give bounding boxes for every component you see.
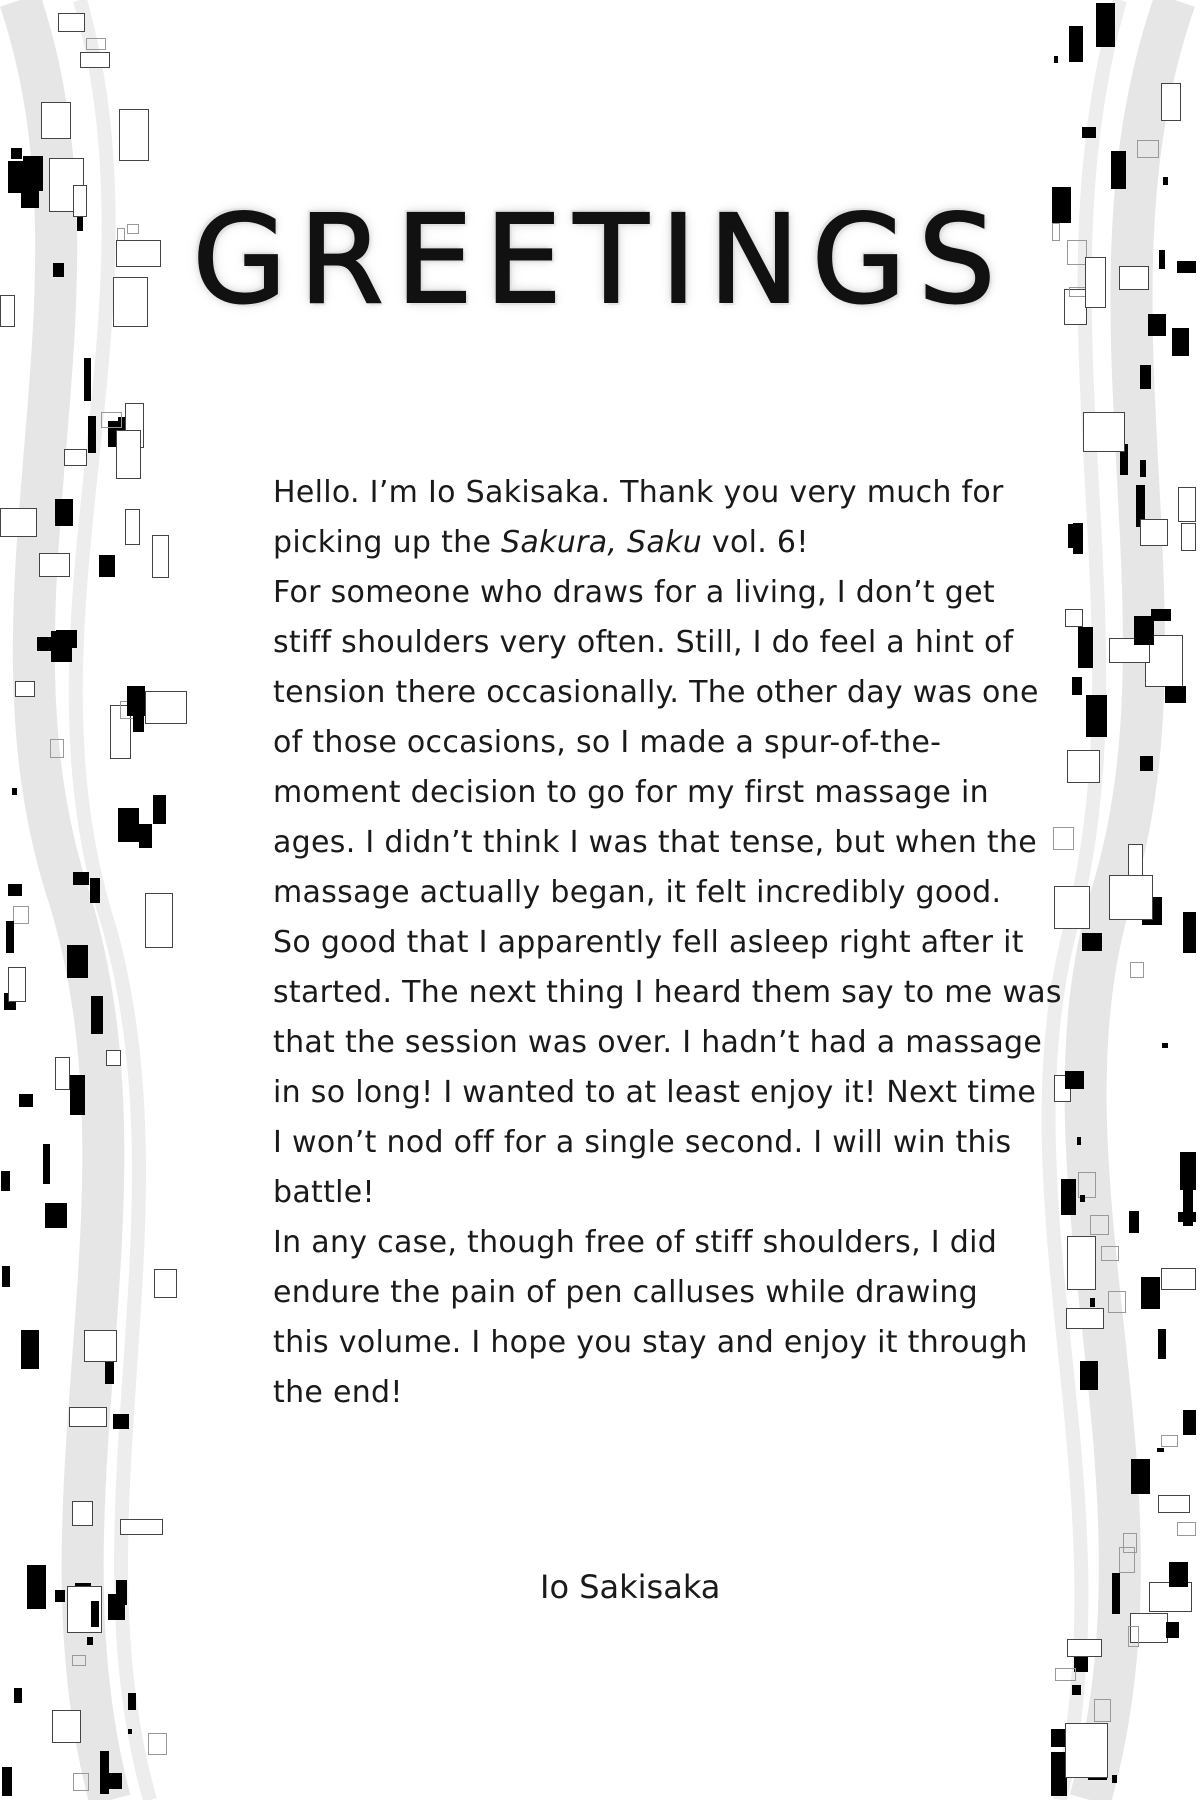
- decorative-square: [1112, 1573, 1120, 1614]
- decorative-square: [73, 1773, 89, 1791]
- decorative-square: [1052, 187, 1070, 223]
- letter-line: [273, 868, 1003, 918]
- decorative-square: [1072, 677, 1082, 695]
- book-title: Sakura, Saku: [501, 525, 703, 560]
- decorative-square: [91, 1601, 100, 1628]
- letter-text: that the session was over. I hadn’t had a massage: [273, 1025, 1043, 1060]
- decorative-square: [1119, 266, 1149, 290]
- decorative-square: [1082, 933, 1102, 951]
- decorative-square: [8, 967, 25, 1002]
- decorative-square: [116, 240, 161, 267]
- letter-text: picking up the: [273, 525, 502, 560]
- decorative-square: [1065, 609, 1083, 628]
- decorative-square: [1096, 3, 1115, 47]
- decorative-square: [2, 1266, 10, 1287]
- decorative-square: [1053, 827, 1074, 851]
- decorative-square: [1067, 240, 1086, 264]
- decorative-square: [1112, 1775, 1117, 1783]
- letter-text: this volume. I hope you stay and enjoy it through: [273, 1325, 1028, 1360]
- decorative-square: [153, 795, 166, 824]
- decorative-square: [90, 878, 100, 903]
- letter-text: ages. I didn’t think I was that tense, but when the: [273, 825, 1038, 860]
- decorative-square: [145, 691, 187, 724]
- letter-text: started. The next thing I heard them say to me was: [273, 975, 1062, 1010]
- decorative-square: [120, 1519, 163, 1536]
- decorative-square: [21, 1330, 39, 1369]
- decorative-square: [106, 1050, 121, 1066]
- decorative-square: [1178, 487, 1196, 522]
- decorative-square: [73, 872, 89, 885]
- decorative-square: [1161, 1268, 1197, 1289]
- decorative-square: [0, 508, 37, 537]
- decorative-square: [58, 13, 85, 33]
- decorative-square: [15, 681, 35, 697]
- letter-text: of those occasions, so I made a spur-of-the-: [273, 725, 942, 760]
- decorative-square: [1055, 1668, 1077, 1681]
- author-signature: Io Sakisaka: [540, 1568, 721, 1606]
- decorative-square: [1085, 257, 1106, 308]
- letter-line: [273, 918, 1024, 968]
- letter-line: [273, 1018, 1043, 1068]
- letter-text: in so long! I wanted to at least enjoy it! Next time: [273, 1075, 1037, 1110]
- decorative-square: [118, 808, 139, 842]
- decorative-square: [1066, 1308, 1104, 1329]
- decorative-square: [1054, 886, 1090, 930]
- decorative-square: [127, 686, 146, 716]
- decorative-square: [1101, 1246, 1120, 1261]
- decorative-square: [1069, 287, 1086, 297]
- page-title: [160, 175, 1040, 345]
- decorative-square: [1163, 177, 1168, 185]
- decorative-square: [101, 412, 122, 429]
- decorative-square: [1051, 1729, 1066, 1748]
- decorative-square: [70, 1075, 85, 1116]
- decorative-square: [1108, 1291, 1126, 1314]
- decorative-square: [91, 996, 103, 1034]
- decorative-square: [53, 263, 64, 277]
- decorative-square: [0, 295, 15, 327]
- decorative-square: [14, 1688, 21, 1703]
- decorative-square: [1141, 1277, 1159, 1310]
- decorative-square: [1172, 328, 1189, 356]
- letter-text: the end!: [273, 1375, 403, 1410]
- decorative-square: [1052, 223, 1060, 242]
- letter-body: [273, 468, 1062, 1418]
- decorative-square: [1065, 1723, 1107, 1778]
- decorative-square: [1083, 412, 1125, 452]
- decorative-square: [39, 553, 70, 578]
- decorative-square: [72, 1501, 93, 1527]
- decorative-square: [1109, 875, 1153, 920]
- decorative-square: [1159, 250, 1165, 269]
- decorative-square: [1090, 1298, 1095, 1307]
- decorative-square: [1067, 1639, 1102, 1657]
- letter-text: massage actually began, it felt incredibly good.: [273, 875, 1002, 910]
- decorative-square: [119, 109, 150, 161]
- decorative-square: [1131, 1459, 1150, 1495]
- decorative-square: [1181, 523, 1196, 552]
- decorative-square: [52, 1710, 81, 1744]
- decorative-square: [100, 1751, 110, 1793]
- decorative-square: [1067, 750, 1101, 783]
- decorative-square: [67, 945, 87, 978]
- decorative-square: [1073, 523, 1084, 555]
- decorative-square: [1161, 1435, 1179, 1447]
- decorative-square: [1082, 127, 1096, 137]
- letter-line: [273, 618, 1014, 668]
- letter-text: tension there occasionally. The other day was one: [273, 675, 1039, 710]
- decorative-square: [1119, 1547, 1135, 1574]
- decorative-square: [148, 1733, 167, 1755]
- decorative-square: [1140, 460, 1146, 477]
- decorative-square: [1069, 26, 1083, 62]
- decorative-square: [1180, 1152, 1196, 1190]
- decorative-square: [154, 1269, 177, 1298]
- letter-line: [273, 718, 1003, 768]
- decorative-square: [84, 358, 90, 401]
- decorative-square: [6, 921, 15, 953]
- letter-text: For someone who draws for a living, I don’t get: [273, 575, 995, 610]
- decorative-square: [86, 38, 106, 51]
- decorative-square: [69, 1407, 107, 1426]
- decorative-square: [88, 416, 97, 452]
- letter-line: [273, 668, 1039, 718]
- title-text: GREETINGS: [192, 189, 1008, 331]
- decorative-square: [125, 509, 140, 545]
- decorative-square: [1183, 912, 1196, 954]
- decorative-square: [1161, 83, 1181, 121]
- decorative-square: [1158, 1495, 1190, 1513]
- decorative-square: [145, 893, 173, 948]
- decorative-square: [12, 788, 17, 795]
- decorative-square: [1140, 756, 1153, 772]
- decorative-square: [64, 449, 87, 466]
- decorative-square: [1061, 1179, 1076, 1215]
- decorative-square: [113, 277, 148, 328]
- decorative-square: [1078, 1172, 1096, 1198]
- letter-text: So good that I apparently fell asleep right after it: [273, 925, 1024, 960]
- decorative-square: [13, 906, 29, 923]
- decorative-square: [1078, 627, 1092, 668]
- letter-line: [273, 768, 1003, 818]
- decorative-square: [43, 1144, 50, 1184]
- decorative-square: [1137, 140, 1158, 157]
- decorative-square: [116, 430, 142, 480]
- letter-line: [273, 968, 1062, 1018]
- decorative-square: [45, 1203, 67, 1228]
- decorative-square: [27, 1565, 47, 1609]
- letter-line: [273, 1318, 1028, 1368]
- letter-line: [273, 1168, 1003, 1218]
- decorative-square: [1162, 1043, 1169, 1047]
- letter-text: In any case, though free of stiff shoulders, I did: [273, 1225, 998, 1260]
- decorative-square: [55, 1057, 70, 1091]
- letter-text: Hello. I’m Io Sakisaka. Thank you very much for: [273, 475, 1004, 510]
- decorative-square: [1077, 1137, 1081, 1145]
- decorative-square: [128, 1729, 132, 1734]
- decorative-square: [8, 884, 22, 896]
- decorative-square: [1183, 1410, 1197, 1435]
- letter-line: [273, 518, 1003, 568]
- decorative-square: [1128, 1626, 1140, 1647]
- decorative-square: [56, 630, 62, 637]
- decorative-square: [99, 555, 115, 578]
- decorative-square: [1067, 1236, 1096, 1290]
- decorative-square: [1072, 1685, 1081, 1695]
- decorative-square: [1151, 609, 1171, 621]
- decorative-square: [152, 535, 169, 578]
- decorative-square: [87, 1637, 93, 1645]
- decorative-square: [11, 148, 22, 159]
- decorative-square: [41, 102, 71, 139]
- decorative-square: [1140, 519, 1169, 546]
- decorative-square: [1, 1171, 10, 1191]
- decorative-square: [19, 1094, 33, 1107]
- decorative-square: [55, 499, 73, 526]
- decorative-square: [72, 1655, 86, 1667]
- decorative-square: [73, 185, 87, 217]
- letter-text: vol. 6!: [702, 525, 809, 560]
- decorative-square: [1090, 1215, 1109, 1235]
- letter-line: [273, 1218, 1003, 1268]
- decorative-square: [139, 824, 153, 848]
- decorative-square: [1065, 1071, 1084, 1089]
- decorative-square: [1177, 1522, 1196, 1536]
- decorative-square: [1158, 1329, 1166, 1359]
- letter-line: [273, 568, 1003, 618]
- decorative-square: [127, 224, 139, 234]
- letter-line: [273, 468, 1003, 518]
- decorative-square: [1129, 1211, 1139, 1234]
- decorative-square: [2, 1767, 12, 1796]
- decorative-square: [113, 1414, 128, 1429]
- decorative-square: [1080, 1195, 1085, 1202]
- letter-text: endure the pain of pen calluses while drawing: [273, 1275, 978, 1310]
- decorative-square: [1157, 1448, 1164, 1452]
- decorative-square: [1169, 1562, 1188, 1588]
- decorative-square: [55, 1590, 65, 1602]
- letter-line: [273, 1268, 1003, 1318]
- letter-text: I won’t nod off for a single second. I will win this: [273, 1125, 1012, 1160]
- letter-text: moment decision to go for my first massage in: [273, 775, 989, 810]
- decorative-square: [1148, 314, 1167, 336]
- decorative-square: [84, 1330, 117, 1361]
- decorative-square: [80, 52, 111, 69]
- decorative-square: [128, 1693, 135, 1710]
- decorative-square: [108, 1594, 126, 1620]
- letter-line: [273, 1068, 1037, 1118]
- decorative-square: [105, 1358, 115, 1383]
- letter-line: [273, 818, 1038, 868]
- decorative-square: [1111, 151, 1126, 189]
- decorative-square: [50, 739, 64, 758]
- decorative-square: [1166, 1622, 1179, 1637]
- decorative-square: [21, 168, 39, 208]
- letter-text: stiff shoulders very often. Still, I do feel a hint of: [273, 625, 1014, 660]
- letter-line: [273, 1368, 1003, 1418]
- decorative-square: [1130, 962, 1145, 979]
- decorative-square: [1080, 1361, 1097, 1390]
- letter-text: battle!: [273, 1175, 375, 1210]
- decorative-square: [1094, 1699, 1111, 1722]
- decorative-square: [1178, 1212, 1196, 1223]
- decorative-square: [1054, 56, 1058, 64]
- decorative-square: [1177, 261, 1196, 273]
- letter-line: [273, 1118, 1012, 1168]
- decorative-square: [1086, 695, 1107, 737]
- decorative-square: [1165, 686, 1186, 703]
- decorative-square: [1140, 365, 1151, 390]
